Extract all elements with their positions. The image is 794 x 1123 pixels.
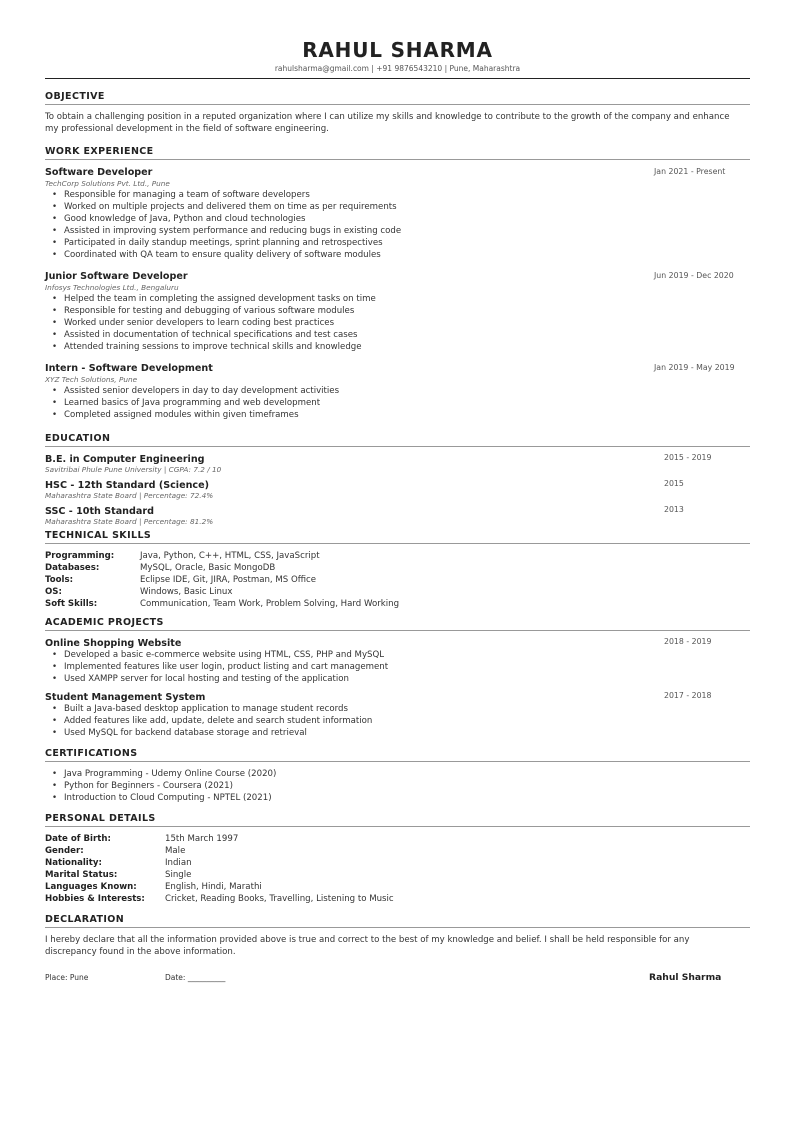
job-bullet: • Assisted senior developers in day to day development activities	[45, 385, 339, 397]
degree-dates: 2015	[664, 479, 684, 488]
job-bullet: • Responsible for testing and debugging of various software modules	[45, 305, 376, 317]
personal-label: Nationality:	[45, 858, 102, 868]
degree-detail: Savitribai Phule Pune University | CGPA: 7.2 / 10	[45, 465, 222, 474]
job-bullet: • Coordinated with QA team to ensure quality delivery of software modules	[45, 249, 401, 261]
skill-value: Java, Python, C++, HTML, CSS, JavaScript	[140, 551, 320, 561]
job-bullet: • Assisted in documentation of technical specifications and test cases	[45, 329, 376, 341]
job-bullet: • Good knowledge of Java, Python and cloud technologies	[45, 213, 401, 225]
project-bullet: • Developed a basic e-commerce website using HTML, CSS, PHP and MySQL	[45, 649, 388, 661]
job-title: Intern - Software Development	[45, 363, 213, 374]
technical-skills-divider	[45, 543, 750, 544]
header-divider	[45, 78, 750, 79]
skill-label: Soft Skills:	[45, 599, 98, 609]
project-bullet-list	[45, 703, 372, 739]
contact-line: rahulsharma@gmail.com | +91 9876543210 | Pune, Maharashtra	[274, 64, 521, 73]
degree-detail: Maharashtra State Board | Percentage: 81.2%	[45, 517, 214, 526]
personal-label: Languages Known:	[45, 882, 137, 892]
signature-name: Rahul Sharma	[649, 972, 722, 983]
project-bullet: • Used XAMPP server for local hosting and testing of the application	[45, 673, 388, 685]
skill-label: Programming:	[45, 551, 115, 561]
skill-label: Tools:	[45, 575, 74, 585]
candidate-name: RAHUL SHARMA	[302, 38, 493, 62]
education-divider	[45, 446, 750, 447]
skill-value: Eclipse IDE, Git, JIRA, Postman, MS Office	[140, 575, 317, 585]
job-bullet: • Helped the team in completing the assigned development tasks on time	[45, 293, 376, 305]
job-bullet-list	[45, 189, 401, 261]
project-bullet: • Added features like add, update, delete and search student information	[45, 715, 372, 727]
job-bullet: • Learned basics of Java programming and web development	[45, 397, 339, 409]
objective-divider	[45, 104, 750, 105]
project-title: Online Shopping Website	[45, 638, 182, 649]
education-heading: EDUCATION	[45, 433, 111, 444]
job-dates: Jan 2021 - Present	[654, 167, 726, 176]
personal-label: Gender:	[45, 846, 84, 856]
degree-title: SSC - 10th Standard	[45, 506, 154, 517]
project-bullet: • Implemented features like user login, product listing and cart management	[45, 661, 388, 673]
personal-details-divider	[45, 826, 750, 827]
personal-value: Cricket, Reading Books, Travelling, Listening to Music	[165, 894, 394, 904]
degree-title: B.E. in Computer Engineering	[45, 454, 205, 465]
certification-item: • Introduction to Cloud Computing - NPTEL (2021)	[45, 792, 276, 804]
job-company: TechCorp Solutions Pvt. Ltd., Pune	[45, 179, 170, 188]
place-label: Place: Pune	[45, 973, 89, 982]
certification-list	[45, 768, 276, 804]
objective-heading: OBJECTIVE	[45, 91, 105, 102]
academic-projects-divider	[45, 630, 750, 631]
personal-value: Indian	[165, 858, 192, 868]
academic-projects-heading: ACADEMIC PROJECTS	[45, 617, 164, 628]
personal-label: Date of Birth:	[45, 834, 111, 844]
project-title: Student Management System	[45, 692, 206, 703]
personal-value: Male	[165, 846, 186, 856]
certification-item: • Java Programming - Udemy Online Course (2020)	[45, 768, 276, 780]
declaration-divider	[45, 927, 750, 928]
job-title: Software Developer	[45, 167, 153, 178]
job-company: Infosys Technologies Ltd., Bengaluru	[45, 283, 179, 292]
personal-value: English, Hindi, Marathi	[165, 882, 262, 892]
technical-skills-heading: TECHNICAL SKILLS	[45, 530, 152, 541]
job-bullet: • Attended training sessions to improve technical skills and knowledge	[45, 341, 376, 353]
declaration-heading: DECLARATION	[45, 914, 125, 925]
personal-label: Marital Status:	[45, 870, 118, 880]
project-bullet: • Built a Java-based desktop application to manage student records	[45, 703, 372, 715]
personal-label: Hobbies & Interests:	[45, 894, 145, 904]
project-dates: 2018 - 2019	[664, 637, 712, 646]
personal-details-heading: PERSONAL DETAILS	[45, 813, 156, 824]
certifications-heading: CERTIFICATIONS	[45, 748, 138, 759]
job-bullet-list	[45, 293, 376, 353]
project-bullet-list	[45, 649, 388, 685]
job-dates: Jun 2019 - Dec 2020	[654, 271, 734, 280]
job-bullet: • Assisted in improving system performance and reducing bugs in existing code	[45, 225, 401, 237]
declaration-text: I hereby declare that all the information provided above is true and correct to the best of my knowledge and belief. I shall be held responsible for any discrepancy found in the above information.	[45, 935, 690, 957]
certification-item: • Python for Beginners - Coursera (2021)	[45, 780, 276, 792]
job-bullet-list	[45, 385, 339, 421]
personal-value: Single	[165, 870, 192, 880]
job-bullet: • Worked under senior developers to learn coding best practices	[45, 317, 376, 329]
skill-label: OS:	[45, 587, 62, 597]
job-company: XYZ Tech Solutions, Pune	[45, 375, 138, 384]
job-bullet: • Completed assigned modules within given timeframes	[45, 409, 339, 421]
degree-detail: Maharashtra State Board | Percentage: 72.4%	[45, 491, 214, 500]
project-bullet: • Used MySQL for backend database storage and retrieval	[45, 727, 372, 739]
work-experience-divider	[45, 159, 750, 160]
skill-value: Communication, Team Work, Problem Solving, Hard Working	[140, 599, 400, 609]
skill-label: Databases:	[45, 563, 100, 573]
project-dates: 2017 - 2018	[664, 691, 712, 700]
certifications-divider	[45, 761, 750, 762]
date-label: Date: __________	[165, 973, 226, 982]
objective-text: To obtain a challenging position in a reputed organization where I can utilize my skills and knowledge to contribute to the growth of the company and enhance my professional development in the field of software engineering.	[45, 112, 730, 134]
skill-value: Windows, Basic Linux	[140, 587, 233, 597]
degree-dates: 2013	[664, 505, 684, 514]
skill-value: MySQL, Oracle, Basic MongoDB	[140, 563, 276, 573]
job-bullet: • Worked on multiple projects and delivered them on time as per requirements	[45, 201, 401, 213]
job-bullet: • Responsible for managing a team of software developers	[45, 189, 401, 201]
job-bullet: • Participated in daily standup meetings, sprint planning and retrospectives	[45, 237, 401, 249]
degree-dates: 2015 - 2019	[664, 453, 712, 462]
degree-title: HSC - 12th Standard (Science)	[45, 480, 210, 491]
job-title: Junior Software Developer	[45, 271, 188, 282]
work-experience-heading: WORK EXPERIENCE	[45, 146, 154, 157]
personal-value: 15th March 1997	[165, 834, 239, 844]
job-dates: Jan 2019 - May 2019	[654, 363, 735, 372]
